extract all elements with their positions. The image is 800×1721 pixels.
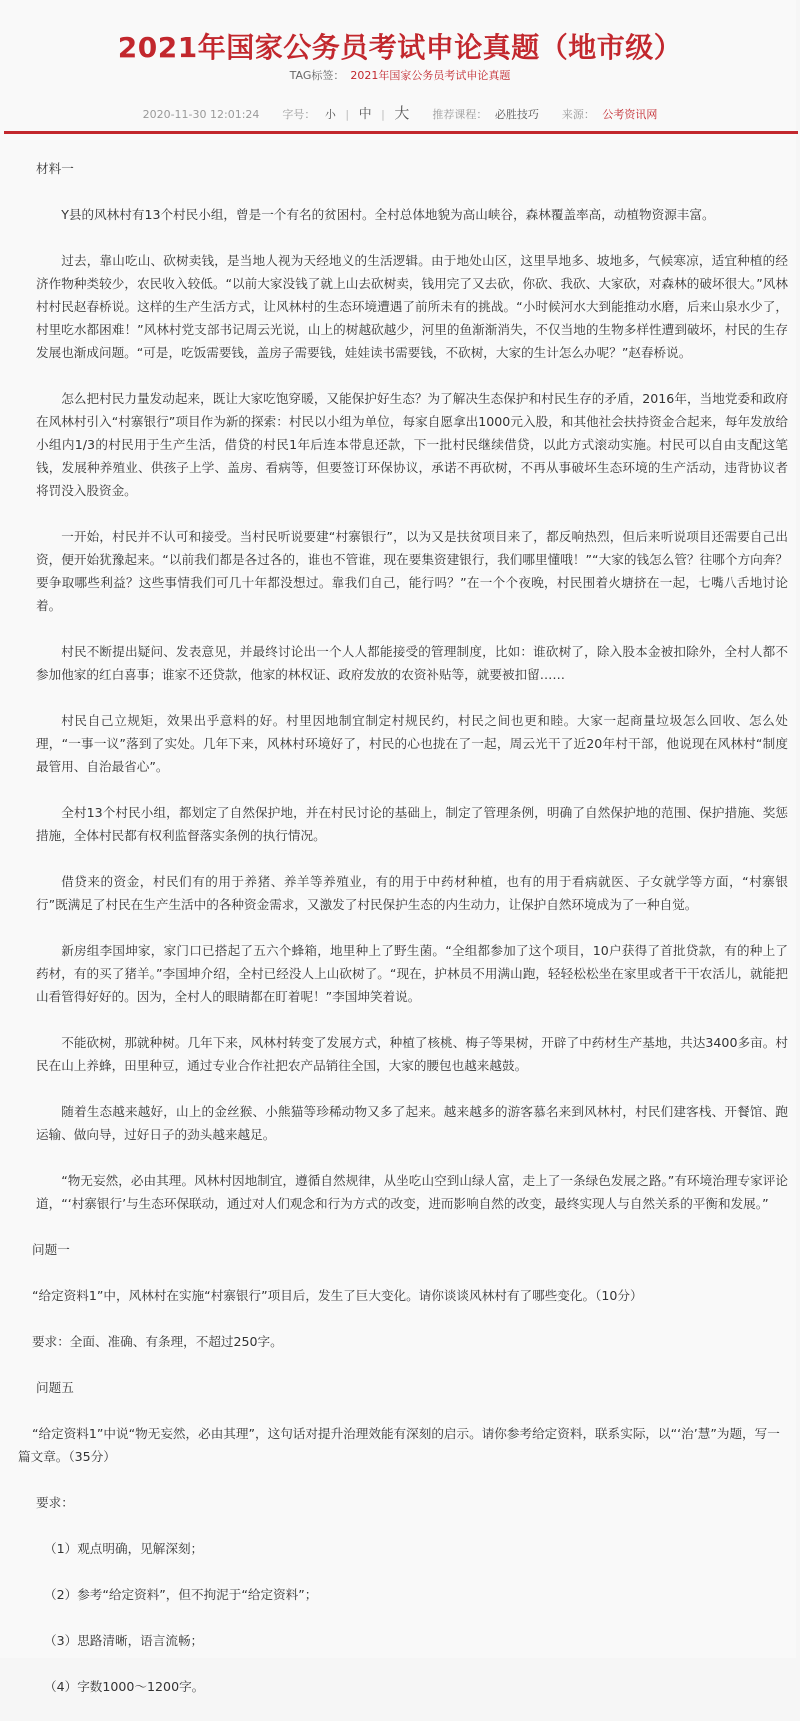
source-label: 来源： [561,108,595,121]
requirements-title: 要求： [36,1495,74,1510]
question1-title: 问题一 [32,1242,70,1257]
article-body [18,157,788,1721]
source-link[interactable]: 公考资讯网 [602,108,658,121]
header-divider [4,131,798,134]
paragraph: 一开始，村民并不认可和接受。当村民听说要建“村寨银行”，以为又是扶贫项目来了，都反响热烈，但后来听说项目还需要自己出资，便开始犹豫起来。“以前我们都是各过各的，谁也不管谁，现在要集资建银行，我们哪里懂哦！”“大家的钱怎么管？往哪个方向奔？要争取哪些利益？这些事情我们可几十年都没想过。靠我们自己，能行吗？”在一个个夜晚，村民围着火塘挤在一起，七嘴八舌地讨论着。 [36,529,788,613]
publish-date: 2020-11-30 12:01:24 [142,108,260,121]
question1-text: “给定资料1”中，风林村在实施“村寨银行”项目后，发生了巨大变化。请你谈谈风林村有了哪些变化。（10分） [32,1288,643,1303]
requirement-item: （4）字数1000～1200字。 [44,1679,205,1694]
font-size-label: 字号： [282,108,316,121]
requirement-item: （3）思路清晰，语言流畅； [44,1633,204,1648]
paragraph: 怎么把村民力量发动起来，既让大家吃饱穿暖，又能保护好生态？为了解决生态保护和村民生存的矛盾，2016年，当地党委和政府在风林村引入“村寨银行”项目作为新的探索：村民以小组为单位，每家自愿拿出1000元入股，和其他社会扶持资金合起来，每年发放给小组内1/3的村民用于生产生活，借贷的村民1年后连本带息还款，下一批村民继续借贷，以此方式滚动实施。村民可以自由支配这笔钱，发展种养殖业、供孩子上学、盖房、看病等，但要签订环保协议，承诺不再砍树，不再从事破坏生态环境的生产活动，违背协议者将罚没入股资金。 [36,391,788,498]
requirement-item: （1）观点明确，见解深刻； [44,1541,204,1556]
course-link[interactable]: 必胜技巧 [494,108,539,121]
paragraph: 随着生态越来越好，山上的金丝猴、小熊猫等珍稀动物又多了起来。越来越多的游客慕名来到风林村，村民们建客栈、开餐馆、跑运输、做向导，过好日子的劲头越来越足。 [36,1104,788,1142]
paragraph: 借贷来的资金，村民们有的用于养猪、养羊等养殖业，有的用于中药材种植，也有的用于看病就医、子女就学等方面，“村寨银行”既满足了村民在生产生活中的各种资金需求，又激发了村民保护生态的内生动力，让保护自然环境成为了一种自觉。 [36,874,788,912]
paragraph: 新房组李国坤家，家门口已搭起了五六个蜂箱，地里种上了野生菌。“全组都参加了这个项目，10户获得了首批贷款，有的种上了药材，有的买了猪羊。”李国坤介绍，全村已经没人上山砍树了。“现在，护林员不用满山跑，轻轻松松坐在家里或者干干农活儿，就能把山看管得好好的。因为，全村人的眼睛都在盯着呢！”李国坤笑着说。 [36,943,788,1004]
paragraph: “物无妄然，必由其理。风林村因地制宜，遵循自然规律，从坐吃山空到山绿人富，走上了一条绿色发展之路。”有环境治理专家评论道，“‘村寨银行’与生态环保联动，通过对人们观念和行为方式的改变，进而影响自然的改变，最终实现人与自然关系的平衡和发展。” [36,1173,788,1211]
paragraph: 村民自己立规矩，效果出乎意料的好。村里因地制宜制定村规民约，村民之间也更和睦。大家一起商量垃圾怎么回收、怎么处理，“一事一议”落到了实处。几年下来，风林村环境好了，村民的心也拢在了一起，周云光干了近20年村干部，他说现在风林村“制度最管用、自治最省心”。 [36,713,788,774]
paragraph: 村民不断提出疑问、发表意见，并最终讨论出一个人人都能接受的管理制度，比如：谁砍树了，除入股本金被扣除外，全村人都不参加他家的红白喜事；谁家不还贷款，他家的林权证、政府发放的农资补贴等，就要被扣留…… [36,644,788,682]
material-title: 材料一 [36,161,74,176]
requirement-item: （2）参考“给定资料”，但不拘泥于“给定资料”； [44,1587,318,1602]
tag-link[interactable]: 2021年国家公务员考试申论真题 [350,69,511,82]
question5-text: “给定资料1”中说“物无妄然，必由其理”，这句话对提升治理效能有深刻的启示。请你参考给定资料，联系实际，以“‘治’慧”为题，写一篇文章。（35分） [18,1426,780,1464]
font-size-small-button[interactable]: 小 [324,108,336,121]
tag-line [0,67,800,83]
tag-label: TAG标签： [289,69,345,82]
font-size-large-button[interactable]: 大 [394,104,410,122]
paragraph: Y县的风林村有13个村民小组，曾是一个有名的贫困村。全村总体地貌为高山峡谷，森林覆盖率高，动植物资源丰富。 [61,207,715,222]
question5-title: 问题五 [36,1380,74,1395]
paragraph: 过去，靠山吃山、砍树卖钱，是当地人视为天经地义的生活逻辑。由于地处山区，这里旱地多、坡地多，气候寒凉，适宜种植的经济作物种类较少，农民收入较低。“以前大家没钱了就上山去砍树卖，钱用完了又去砍，你砍、我砍、大家砍，对森林的破坏很大。”风林村村民赵春桥说。这样的生产生活方式，让风林村的生态环境遭遇了前所未有的挑战。“小时候河水大到能推动水磨，后来山泉水少了，村里吃水都困难！”风林村党支部书记周云光说，山上的树越砍越少，河里的鱼渐渐消失，不仅当地的生物多样性遭到破坏，村民的生存发展也渐成问题。“可是，吃饭需要钱，盖房子需要钱，娃娃读书需要钱，不砍树，大家的生计怎么办呢？”赵春桥说。 [36,253,788,360]
paragraph: 不能砍树，那就种树。几年下来，风林村转变了发展方式，种植了核桃、梅子等果树，开辟了中药材生产基地，共达3400多亩。村民在山上养蜂，田里种豆，通过专业合作社把农产品销往全国，大家的腰包也越来越鼓。 [36,1035,788,1073]
question1-requirement: 要求：全面、准确、有条理，不超过250字。 [32,1334,283,1349]
font-size-medium-button[interactable]: 中 [358,107,372,122]
paragraph: 全村13个村民小组，都划定了自然保护地，并在村民讨论的基础上，制定了管理条例，明确了自然保护地的范围、保护措施、奖惩措施，全体村民都有权利监督落实条例的执行情况。 [36,805,788,843]
page-title: 2021年国家公务员考试申论真题（地市级） [117,31,683,64]
meta-line: 2020-11-30 12:01:24 字号： 小 | 中 | 大 推荐课程： 必胜技巧 来源： 公考资讯网 [142,104,658,122]
course-label: 推荐课程： [432,108,488,121]
